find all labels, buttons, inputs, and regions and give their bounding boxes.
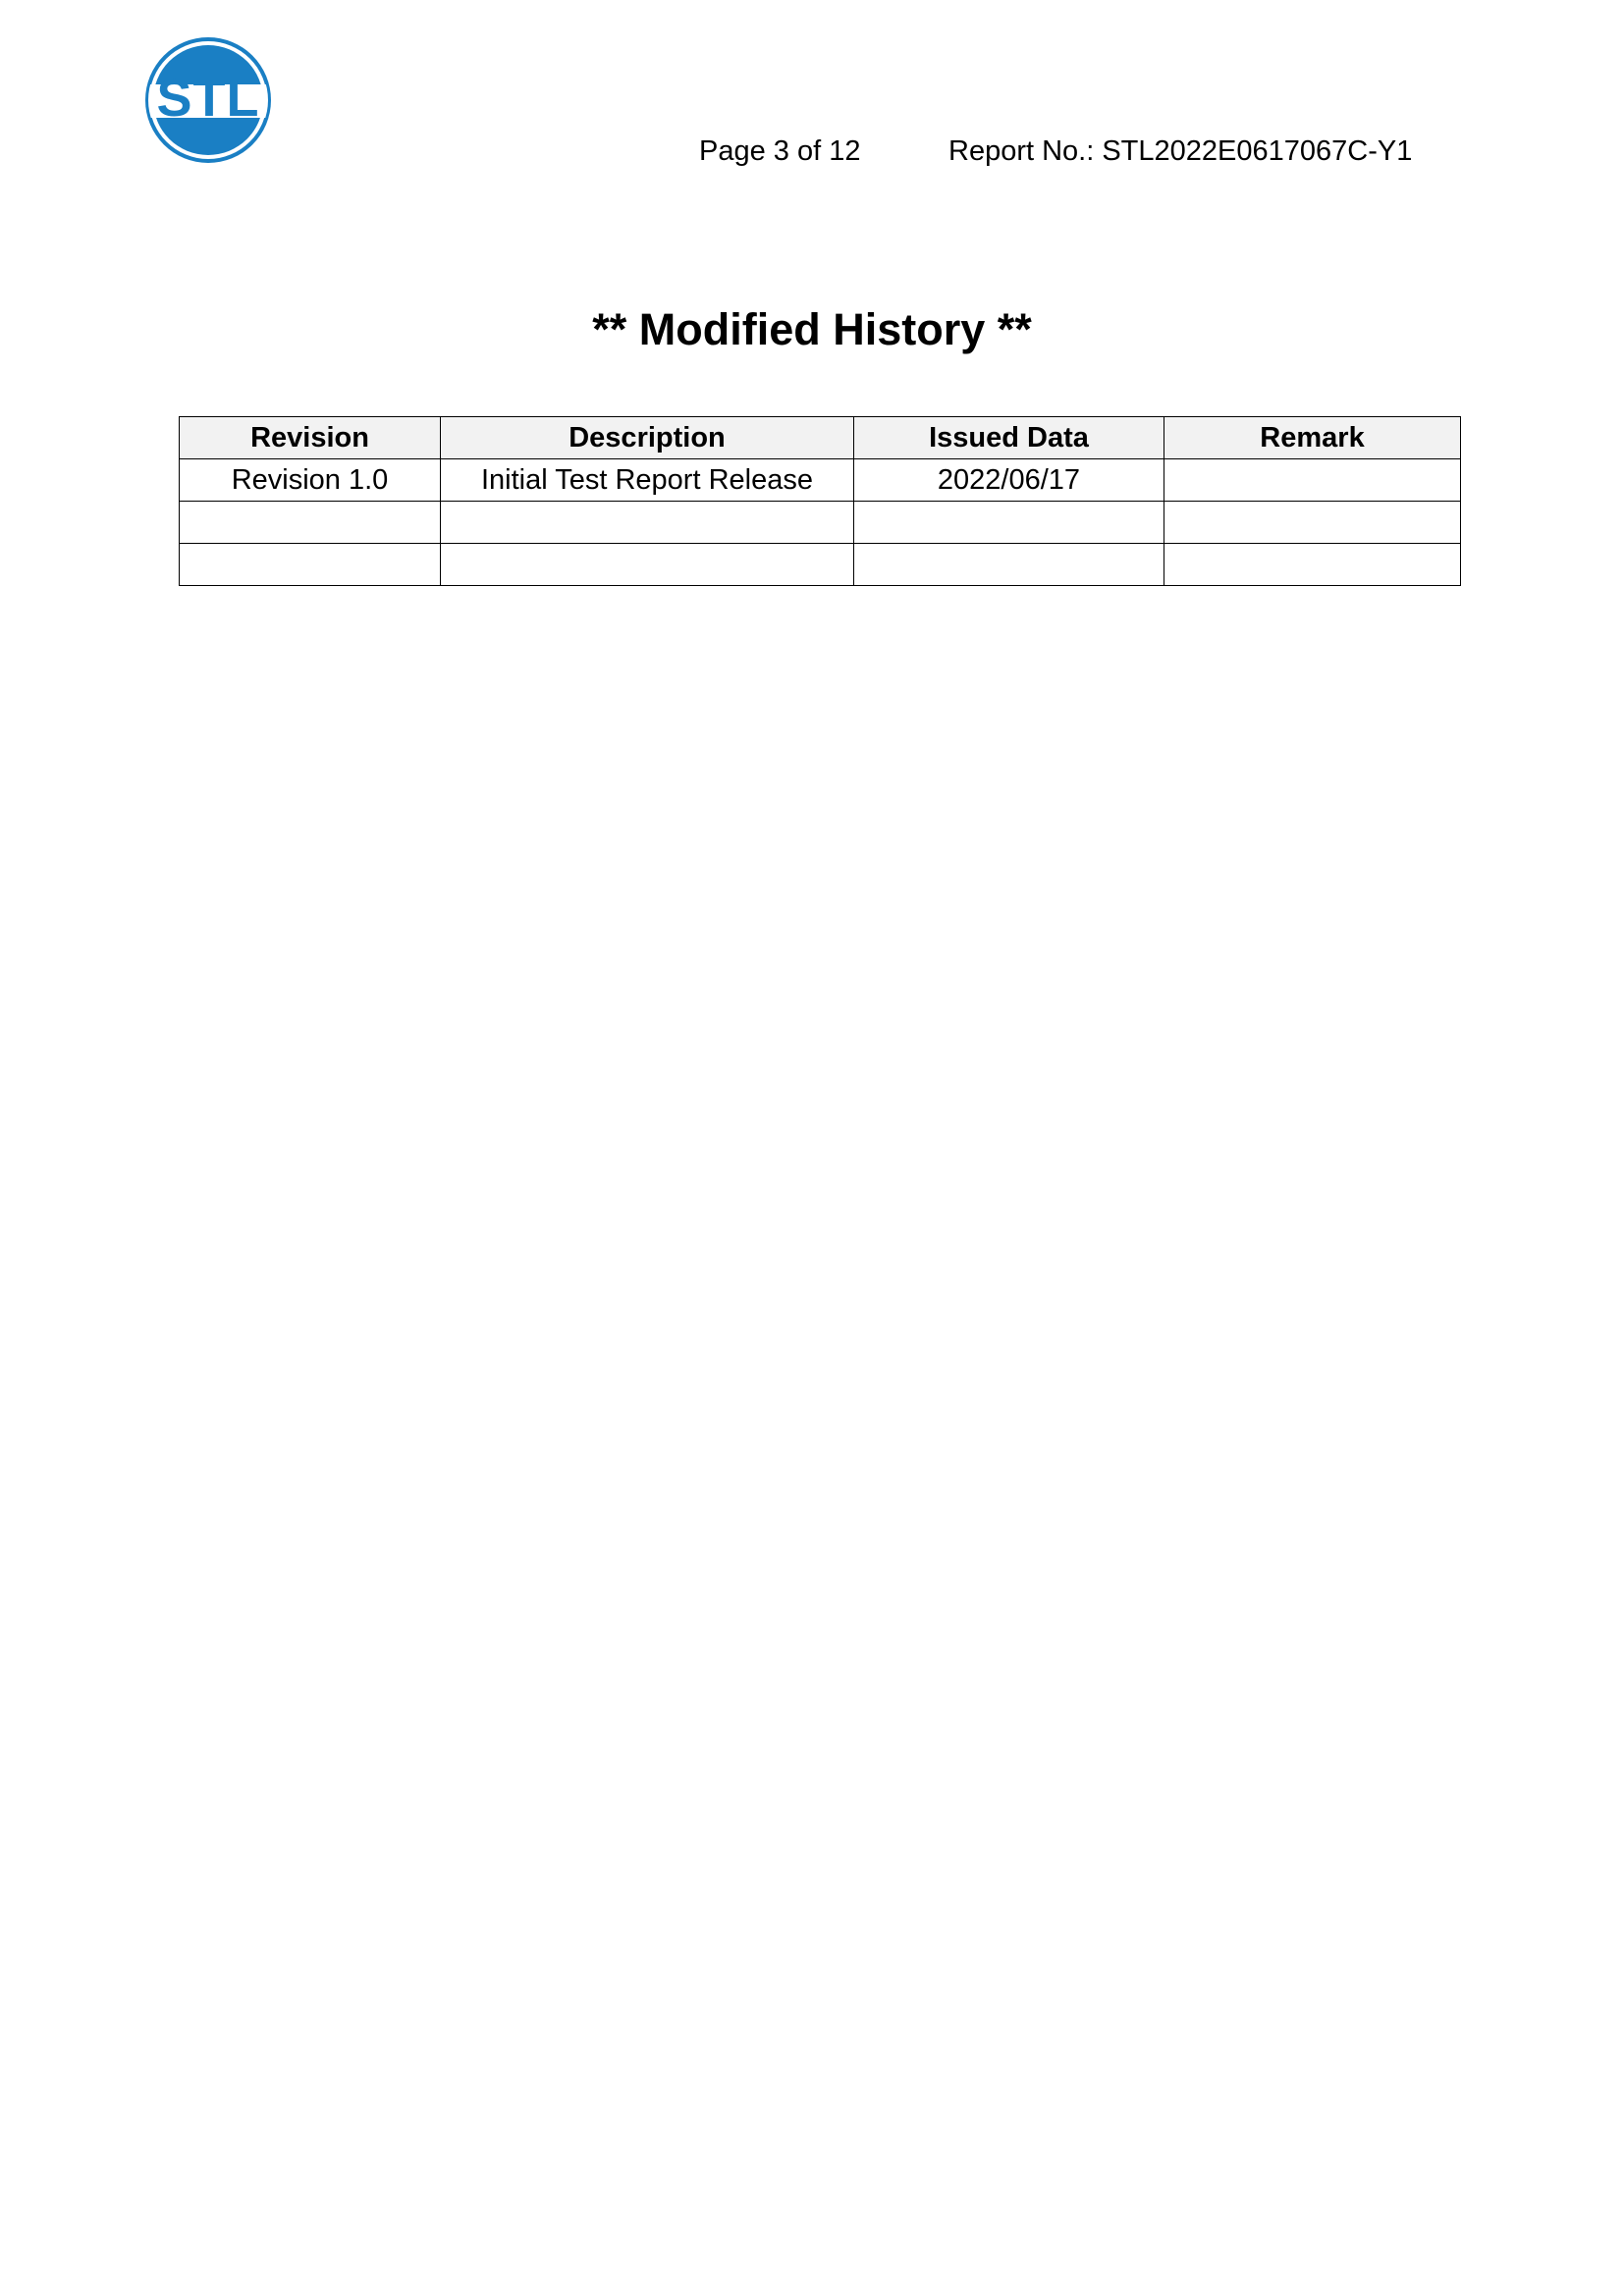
stl-logo <box>143 35 273 165</box>
cell-revision: Revision 1.0 <box>180 459 441 502</box>
cell-remark <box>1164 502 1461 544</box>
cell-revision <box>180 544 441 586</box>
cell-description: Initial Test Report Release <box>441 459 854 502</box>
column-header-description: Description <box>441 417 854 459</box>
table-header-row <box>180 417 1461 459</box>
stl-logo-icon <box>143 35 273 165</box>
cell-revision <box>180 502 441 544</box>
table-row <box>180 544 1461 586</box>
modified-history-table <box>179 416 1461 586</box>
page-title: ** Modified History ** <box>592 304 1032 354</box>
column-header-revision: Revision <box>180 417 441 459</box>
cell-description <box>441 544 854 586</box>
column-header-remark: Remark <box>1164 417 1461 459</box>
cell-issued-data <box>854 544 1164 586</box>
cell-remark <box>1164 459 1461 502</box>
page-number: Page 3 of 12 <box>699 135 861 167</box>
table-row <box>180 459 1461 502</box>
table-row <box>180 502 1461 544</box>
cell-description <box>441 502 854 544</box>
logo-text: STL <box>156 69 260 128</box>
report-number: Report No.: STL2022E0617067C-Y1 <box>948 135 1413 167</box>
cell-remark <box>1164 544 1461 586</box>
column-header-issued-data: Issued Data <box>854 417 1164 459</box>
cell-issued-data <box>854 502 1164 544</box>
cell-issued-data: 2022/06/17 <box>854 459 1164 502</box>
